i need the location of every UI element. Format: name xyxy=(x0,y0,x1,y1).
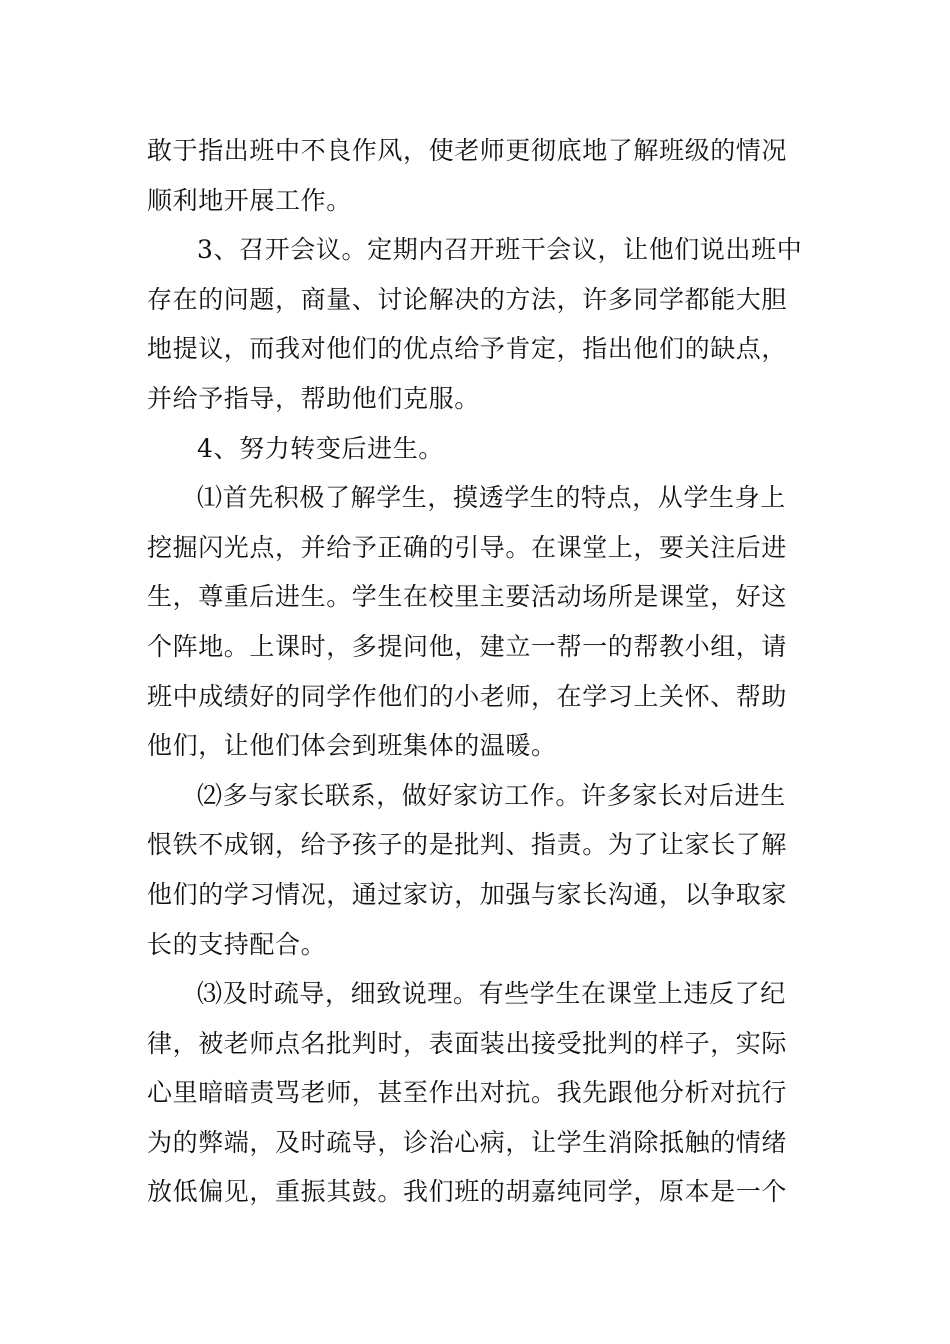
text-line: 顺利地开展工作。 xyxy=(147,185,352,215)
text-line: 心里暗暗责骂老师，甚至作出对抗。我先跟他分析对抗行 xyxy=(147,1078,788,1108)
text-line: 个阵地。上课时，多提问他，建立一帮一的帮教小组，请 xyxy=(147,631,788,661)
text-line: 挖掘闪光点，并给予正确的引导。在课堂上，要关注后进 xyxy=(147,532,788,562)
text-line: 4、努力转变后进生。 xyxy=(197,433,444,463)
text-line: ⑶及时疏导，细致说理。有些学生在课堂上违反了纪 xyxy=(197,979,786,1009)
text-line: 律，被老师点名批判时，表面装出接受批判的样子，实际 xyxy=(147,1028,788,1058)
text-line: 存在的问题，商量、讨论解决的方法，许多同学都能大胆 xyxy=(147,284,788,314)
text-line: 生，尊重后进生。学生在校里主要活动场所是课堂，好这 xyxy=(147,582,788,612)
text-line: 并给予指导，帮助他们克服。 xyxy=(147,383,480,413)
text-line: 敢于指出班中不良作风，使老师更彻底地了解班级的情况 xyxy=(147,136,788,165)
text-line: 他们的学习情况，通过家访，加强与家长沟通，以争取家 xyxy=(147,879,788,909)
text-line: 班中成绩好的同学作他们的小老师，在学习上关怀、帮助 xyxy=(147,681,788,711)
text-line: ⑴首先积极了解学生，摸透学生的特点，从学生身上 xyxy=(197,483,786,513)
text-line: 长的支持配合。 xyxy=(147,929,327,959)
document-body xyxy=(147,126,807,1217)
text-line: 放低偏见，重振其鼓。我们班的胡嘉纯同学，原本是一个 xyxy=(147,1177,788,1207)
text-line: 3、召开会议。定期内召开班干会议，让他们说出班中 xyxy=(197,235,803,265)
text-line: 他们，让他们体会到班集体的温暖。 xyxy=(147,731,557,761)
text-line: 为的弊端，及时疏导，诊治心病，让学生消除抵触的情绪 xyxy=(147,1127,788,1157)
text-line: 地提议，而我对他们的优点给予肯定，指出他们的缺点， xyxy=(147,334,788,364)
text-line: ⑵多与家长联系，做好家访工作。许多家长对后进生 xyxy=(197,780,786,810)
text-line: 恨铁不成钢，给予孩子的是批判、指责。为了让家长了解 xyxy=(147,830,788,860)
